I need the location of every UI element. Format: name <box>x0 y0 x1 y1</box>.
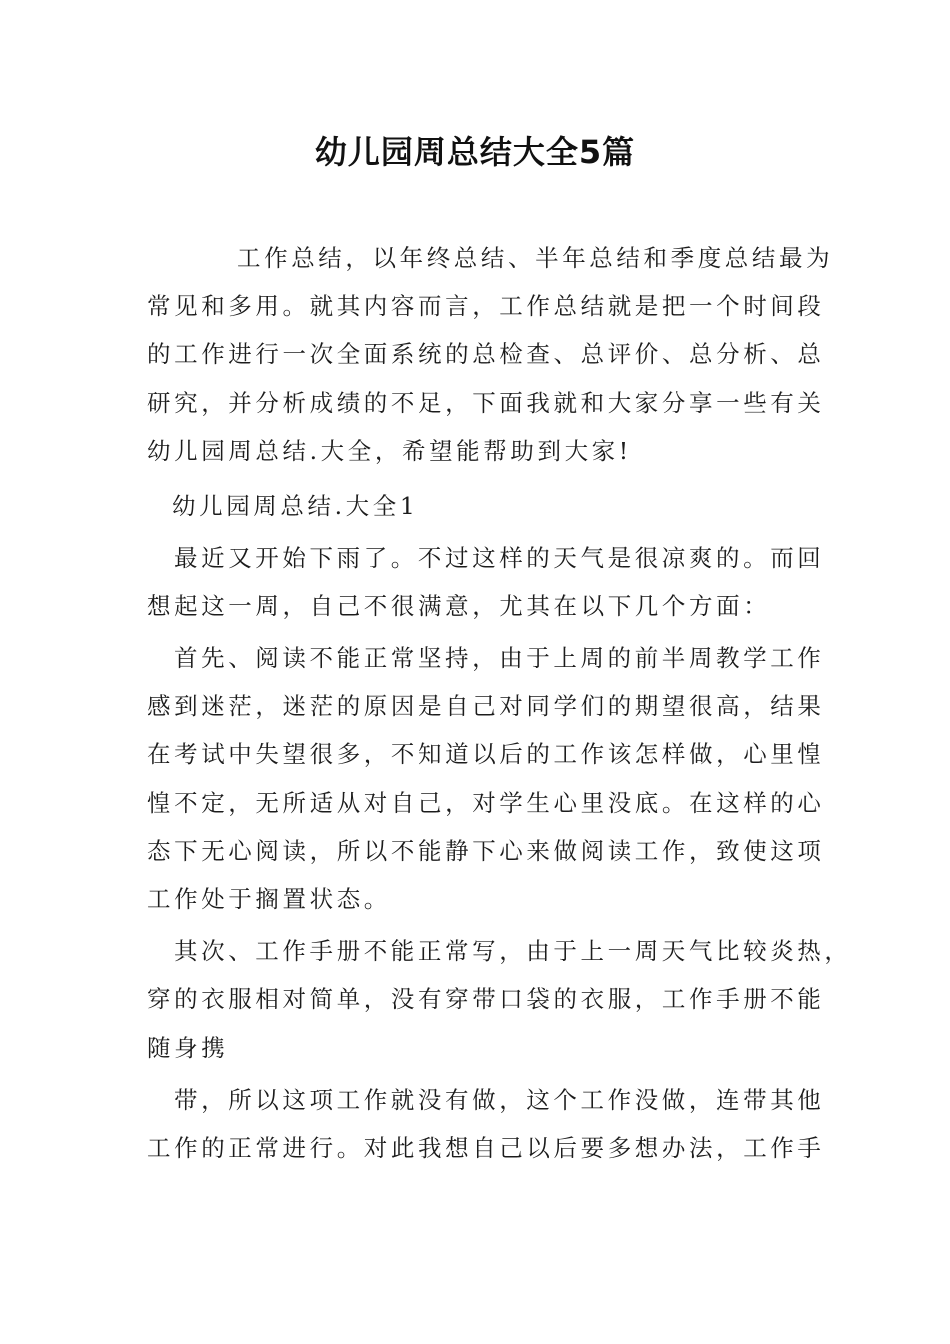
para2-line-5: 态下无心阅读，所以不能静下心来做阅读工作，致使这项 <box>147 837 825 865</box>
para2-line-3: 在考试中失望很多，不知道以后的工作该怎样做，心里惶 <box>147 740 825 768</box>
para4-line-1: 带，所以这项工作就没有做，这个工作没做，连带其他 <box>174 1086 825 1114</box>
intro-line-2: 常见和多用。就其内容而言，工作总结就是把一个时间段 <box>147 292 825 320</box>
para3-line-3: 随身携 <box>147 1034 229 1062</box>
para1-line-2: 想起这一周，自己不很满意，尤其在以下几个方面： <box>147 592 771 620</box>
para4-line-2: 工作的正常进行。对此我想自己以后要多想办法，工作手 <box>147 1134 825 1162</box>
para3-line-2: 穿的衣服相对简单，没有穿带口袋的衣服，工作手册不能 <box>147 985 825 1013</box>
para2-line-2: 感到迷茫，迷茫的原因是自己对同学们的期望很高，结果 <box>147 692 825 720</box>
intro-line-1: 工作总结，以年终总结、半年总结和季度总结最为 <box>237 244 834 272</box>
para3-line-1: 其次、工作手册不能正常写，由于上一周天气比较炎热， <box>174 937 852 965</box>
section-heading: 幼儿园周总结.大全1 <box>172 492 419 520</box>
para2-line-1: 首先、阅读不能正常坚持，由于上周的前半周教学工作 <box>174 644 825 672</box>
intro-line-3: 的工作进行一次全面系统的总检查、总评价、总分析、总 <box>147 340 825 368</box>
intro-line-5: 幼儿园周总结.大全，希望能帮助到大家! <box>147 437 632 465</box>
para1-line-1: 最近又开始下雨了。不过这样的天气是很凉爽的。而回 <box>174 544 825 572</box>
page-title: 幼儿园周总结大全5篇 <box>314 133 636 171</box>
para2-line-6: 工作处于搁置状态。 <box>147 885 391 913</box>
para2-line-4: 惶不定，无所适从对自己，对学生心里没底。在这样的心 <box>147 789 825 817</box>
intro-line-4: 研究，并分析成绩的不足，下面我就和大家分享一些有关 <box>147 389 825 417</box>
